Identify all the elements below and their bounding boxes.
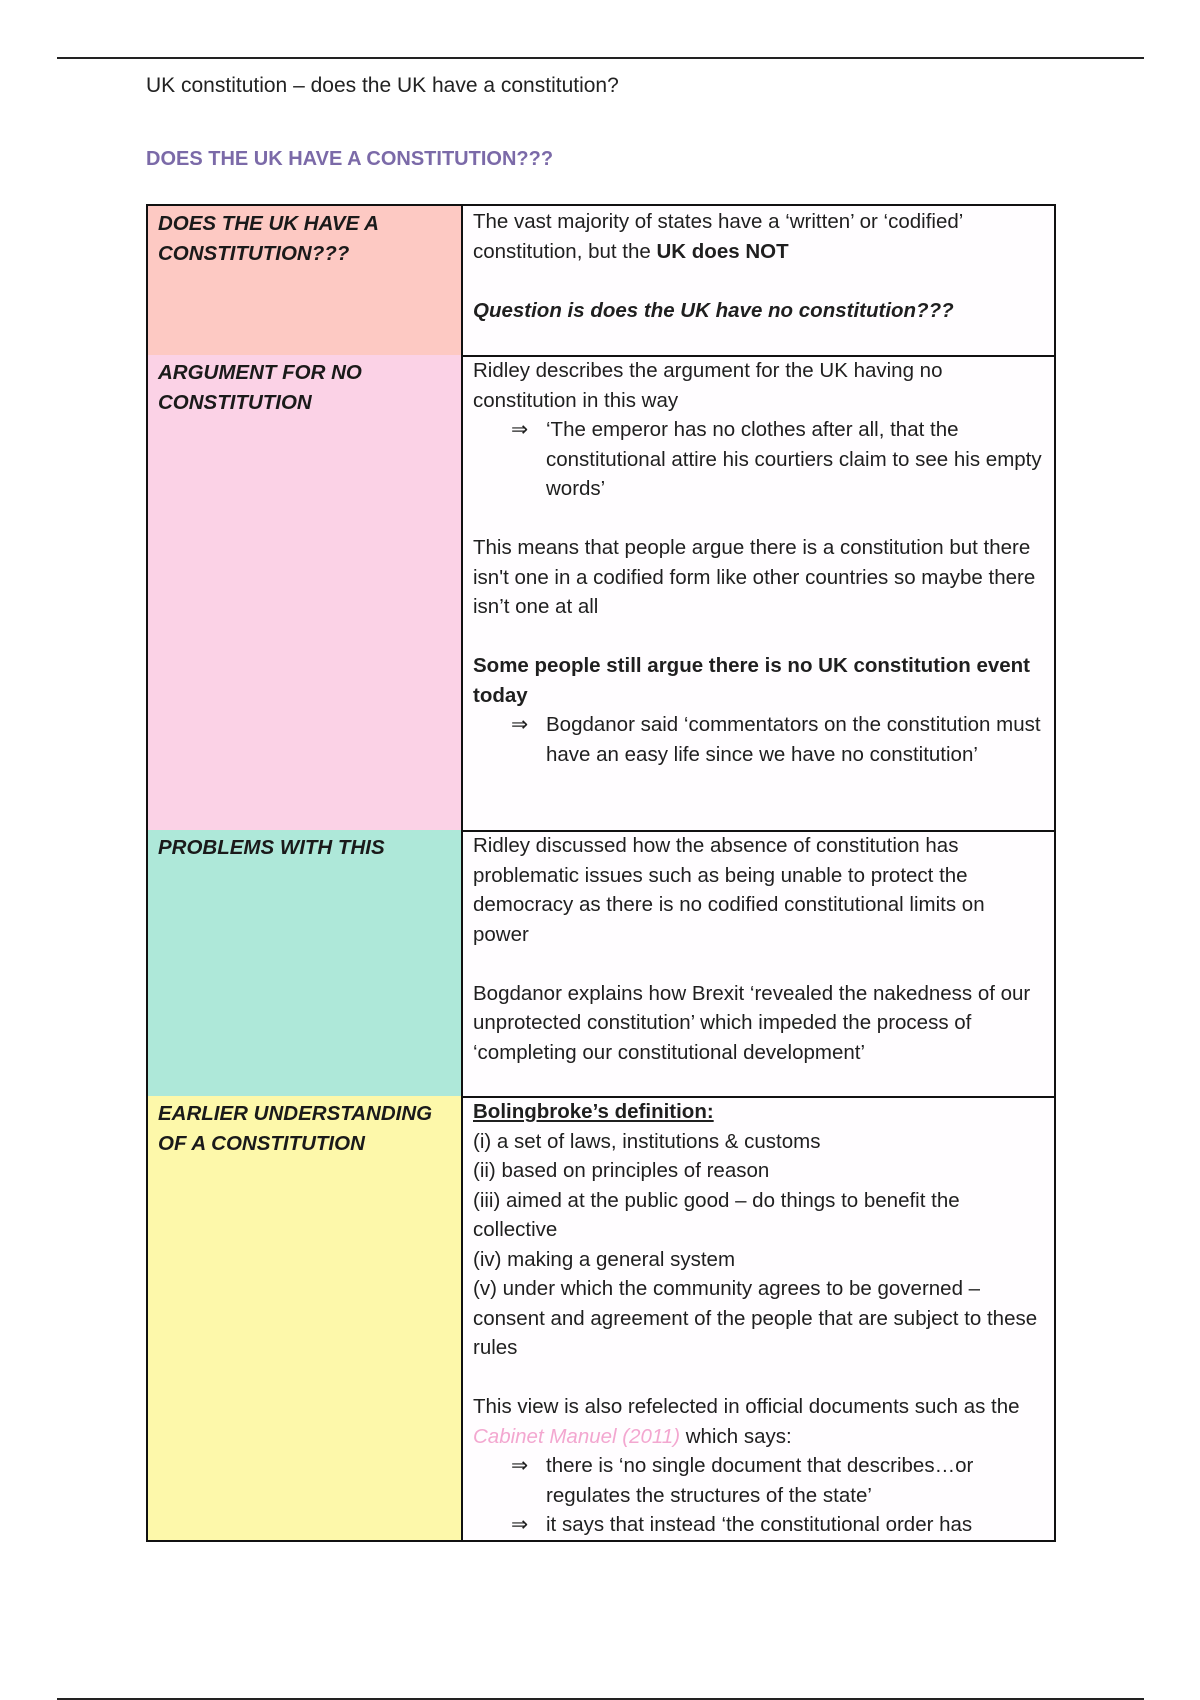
paragraph: This means that people argue there is a constitution but there isn't one in a codified form like other countries so maybe there isn’t one at all xyxy=(473,536,1036,618)
quote: ‘The emperor has no clothes after all, that the constitutional attire his courtiers claim to see his empty words’ xyxy=(546,418,1042,500)
arrow-bullet xyxy=(473,1451,1044,1510)
table-row xyxy=(148,355,1054,832)
arrow-icon: ⇒ xyxy=(511,418,529,441)
quote: Bogdanor said ‘commentators on the constitution must have an easy life since we have no constitution’ xyxy=(546,713,1041,766)
paragraph: Ridley describes the argument for the UK having no constitution in this way xyxy=(473,359,943,412)
row-label: EARLIER UNDERSTANDING OF A CONSTITUTION xyxy=(148,1096,463,1540)
definition-title: Bolingbroke’s definition: xyxy=(473,1100,714,1123)
notes-table xyxy=(146,204,1056,1542)
quote: there is ‘no single document that describes…or regulates the structures of the state’ xyxy=(546,1454,974,1507)
row-content xyxy=(463,830,1054,1096)
row-content xyxy=(463,1096,1054,1540)
section-heading: DOES THE UK HAVE A CONSTITUTION??? xyxy=(146,148,554,170)
row-label: ARGUMENT FOR NO CONSTITUTION xyxy=(148,355,463,830)
arrow-icon: ⇒ xyxy=(511,713,529,736)
row-content xyxy=(463,206,1054,355)
question: Question is does the UK have no constitution??? xyxy=(473,298,954,322)
list-item: (i) a set of laws, institutions & customs xyxy=(473,1129,821,1153)
arrow-bullet xyxy=(473,415,1044,504)
paragraph: Bogdanor explains how Brexit ‘revealed the nakedness of our unprotected constitution’ which impeded the process of ‘completing our constitutional development’ xyxy=(473,981,1031,1064)
table-row xyxy=(148,1096,1054,1540)
paragraph: which says: xyxy=(680,1424,792,1448)
row-label: DOES THE UK HAVE A CONSTITUTION??? xyxy=(148,206,463,355)
arrow-icon: ⇒ xyxy=(511,1454,529,1477)
emphasis: UK does NOT xyxy=(656,239,789,263)
paragraph: Ridley discussed how the absence of constitution has problematic issues such as being unable to protect the democracy as there is no codified constitutional limits on power xyxy=(473,834,985,946)
list-item: (v) under which the community agrees to be governed – consent and agreement of the people that are subject to these rules xyxy=(473,1277,1038,1359)
arrow-bullet xyxy=(473,710,1044,769)
arrow-icon: ⇒ xyxy=(511,1513,529,1536)
table-row xyxy=(148,830,1054,1098)
paragraph: Some people still argue there is no UK constitution event today xyxy=(473,654,1031,707)
list-item: (iv) making a general system xyxy=(473,1247,736,1271)
running-title: UK constitution – does the UK have a constitution? xyxy=(146,74,619,97)
table-row xyxy=(148,206,1054,357)
cabinet-manual-reference: Cabinet Manuel (2011) xyxy=(473,1424,681,1448)
list-item: (ii) based on principles of reason xyxy=(473,1159,770,1182)
quote: it says that instead ‘the constitutional order has xyxy=(546,1513,973,1536)
paragraph: The vast majority of states have a ‘written’ or ‘codified’ constitution, but the xyxy=(473,210,963,263)
header-rule xyxy=(57,57,1144,59)
paragraph: This view is also refelected in official documents such as the xyxy=(473,1395,1020,1418)
list-item: (iii) aimed at the public good – do things to benefit the collective xyxy=(473,1188,960,1241)
row-content xyxy=(463,355,1054,830)
arrow-bullet xyxy=(473,1510,1044,1540)
row-label: PROBLEMS WITH THIS xyxy=(148,830,463,1096)
